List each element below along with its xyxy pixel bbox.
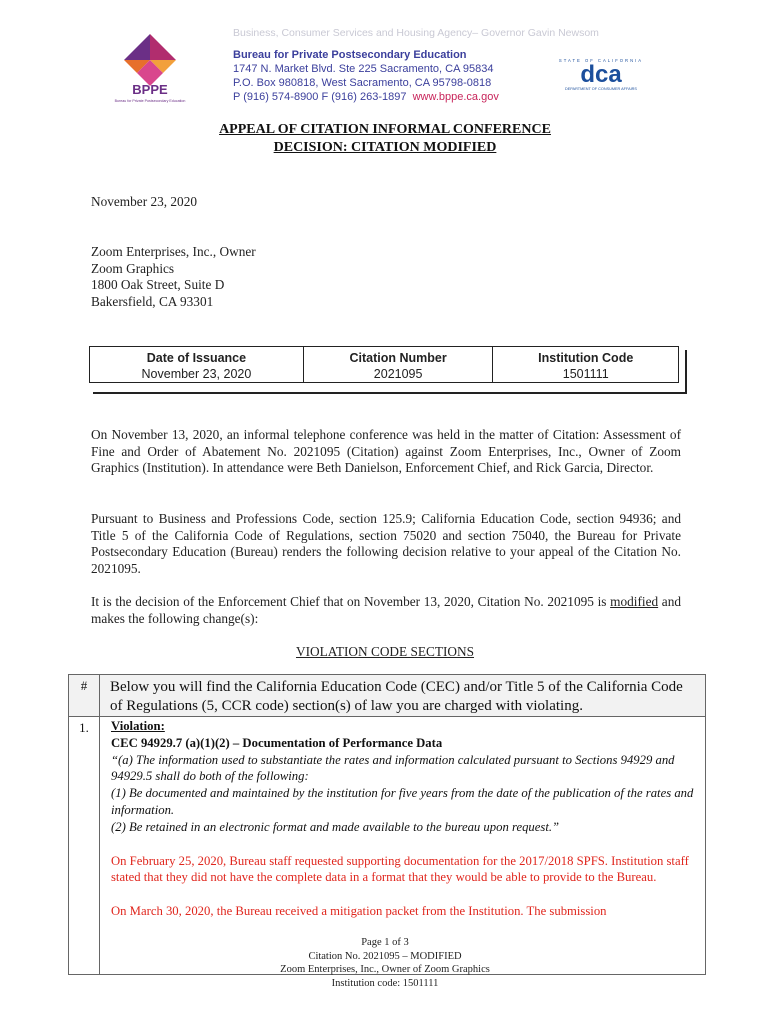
svg-text:dca: dca: [580, 61, 622, 88]
recipient-line: Zoom Enterprises, Inc., Owner: [91, 244, 256, 259]
bureau-address-block: [233, 48, 499, 104]
code-quote: (1) Be documented and maintained by the institution for five years from the date of the publication of the rates and information.: [111, 786, 694, 817]
svg-text:DEPARTMENT OF CONSUMER AFFAIRS: DEPARTMENT OF CONSUMER AFFAIRS: [565, 87, 637, 91]
number-column-header: #: [69, 675, 100, 717]
institution-code-value: 1501111: [493, 366, 679, 383]
footer-owner: Zoom Enterprises, Inc., Owner of Zoom Graphics: [280, 964, 490, 975]
table-shadow: [679, 350, 687, 394]
address-line-1: 1747 N. Market Blvd. Ste 225 Sacramento, CA 95834: [233, 63, 494, 75]
table-shadow: [93, 392, 685, 394]
footer-citation: Citation No. 2021095 – MODIFIED: [308, 950, 462, 962]
bppe-logo: [110, 32, 190, 104]
code-quote: (2) Be retained in an electronic format and made available to the bureau upon request.”: [111, 819, 560, 834]
letter-date: November 23, 2020: [91, 194, 197, 209]
recipient-line: Zoom Graphics: [91, 260, 175, 276]
bureau-name: Bureau for Private Postsecondary Education: [233, 49, 467, 61]
paragraph-pursuant: Pursuant to Business and Professions Code, section 125.9; California Education Code, section 94936; and Title 5 of the California Code of Regulations, section 75020 and section 75040, the Bureau for Private Postsecondary Education (Bureau) renders the following decision relative to your appeal of the Citation No. 2021095.: [91, 511, 681, 576]
violation-table: [68, 674, 706, 975]
citation-number-value: 2021095: [303, 366, 493, 383]
heading-line-2: DECISION: CITATION MODIFIED: [273, 140, 497, 155]
svg-text:STATE OF CALIFORNIA: STATE OF CALIFORNIA: [558, 58, 644, 63]
violation-table-header: Below you will find the California Education Code (CEC) and/or Title 5 of the California Code of Regulations (5, CCR code) section(s) of law you are charged with violating.: [100, 675, 706, 717]
footer-institution: Institution code: 1501111: [331, 977, 439, 989]
heading-line-1: APPEAL OF CITATION INFORMAL CONFERENCE: [219, 122, 551, 137]
address-line-2: P.O. Box 980818, West Sacramento, CA 95798-0818: [233, 77, 492, 89]
violation-code: CEC 94929.7 (a)(1)(2) – Documentation of Performance Data: [111, 735, 443, 750]
document-heading: [0, 121, 770, 157]
paragraph-decision: [91, 594, 681, 627]
paragraph-conference: On November 13, 2020, an informal telephone conference was held in the matter of Citation: Assessment of Fine and Order of Abatement No. 2021095 (Citation) against Zoom Enterprises, Inc., Owner of Zoom Graphics (Institution). In attendance were Beth Danielson, Enforcement Chief, and Rick Garcia, Director.: [91, 427, 681, 476]
code-quote: “(a) The information used to substantiate the rates and information calculated pursuant to Sections 94929 and 94929.5 shall do both of the following:: [111, 752, 675, 784]
date-of-issuance-value: November 23, 2020: [90, 366, 304, 383]
svg-text:Bureau for Private Postseconda: Bureau for Private Postsecondary Education: [114, 99, 186, 103]
decision-text-end: and makes the following change(s):: [91, 594, 681, 626]
date-of-issuance-header: Date of Issuance: [90, 347, 304, 367]
page-number: Page 1 of 3: [361, 937, 409, 948]
dca-logo: [556, 56, 646, 92]
phone-fax: P (916) 574-8900 F (916) 263-1897: [233, 91, 407, 103]
modified-word: modified: [610, 594, 659, 609]
violation-section-title: VIOLATION CODE SECTIONS: [295, 644, 475, 659]
institution-code-header: Institution Code: [493, 347, 679, 367]
violation-label: Violation:: [111, 719, 165, 733]
row-number: 1.: [69, 717, 100, 975]
citation-number-header: Citation Number: [303, 347, 493, 367]
recipient-address: [91, 244, 681, 310]
website-link[interactable]: www.bppe.ca.gov: [412, 91, 499, 103]
recipient-line: Bakersfield, CA 93301: [91, 293, 214, 309]
finding-text: On February 25, 2020, Bureau staff requested supporting documentation for the 2017/2018 SPFS. Institution staff stated that they did not have the complete data in a format that they would be able to provide to the Bureau.: [111, 853, 689, 885]
page-footer: [0, 936, 770, 990]
decision-text: It is the decision of the Enforcement Chief that on November 13, 2020, Citation No. 2021095 is: [91, 594, 611, 609]
svg-text:BPPE: BPPE: [132, 82, 168, 97]
finding-text: On March 30, 2020, the Bureau received a mitigation packet from the Institution. The submission: [111, 904, 607, 919]
contact-line: [233, 90, 499, 104]
citation-info-table: [89, 346, 679, 383]
recipient-line: 1800 Oak Street, Suite D: [91, 277, 225, 292]
agency-line: Business, Consumer Services and Housing Agency– Governor Gavin Newsom: [233, 27, 599, 39]
